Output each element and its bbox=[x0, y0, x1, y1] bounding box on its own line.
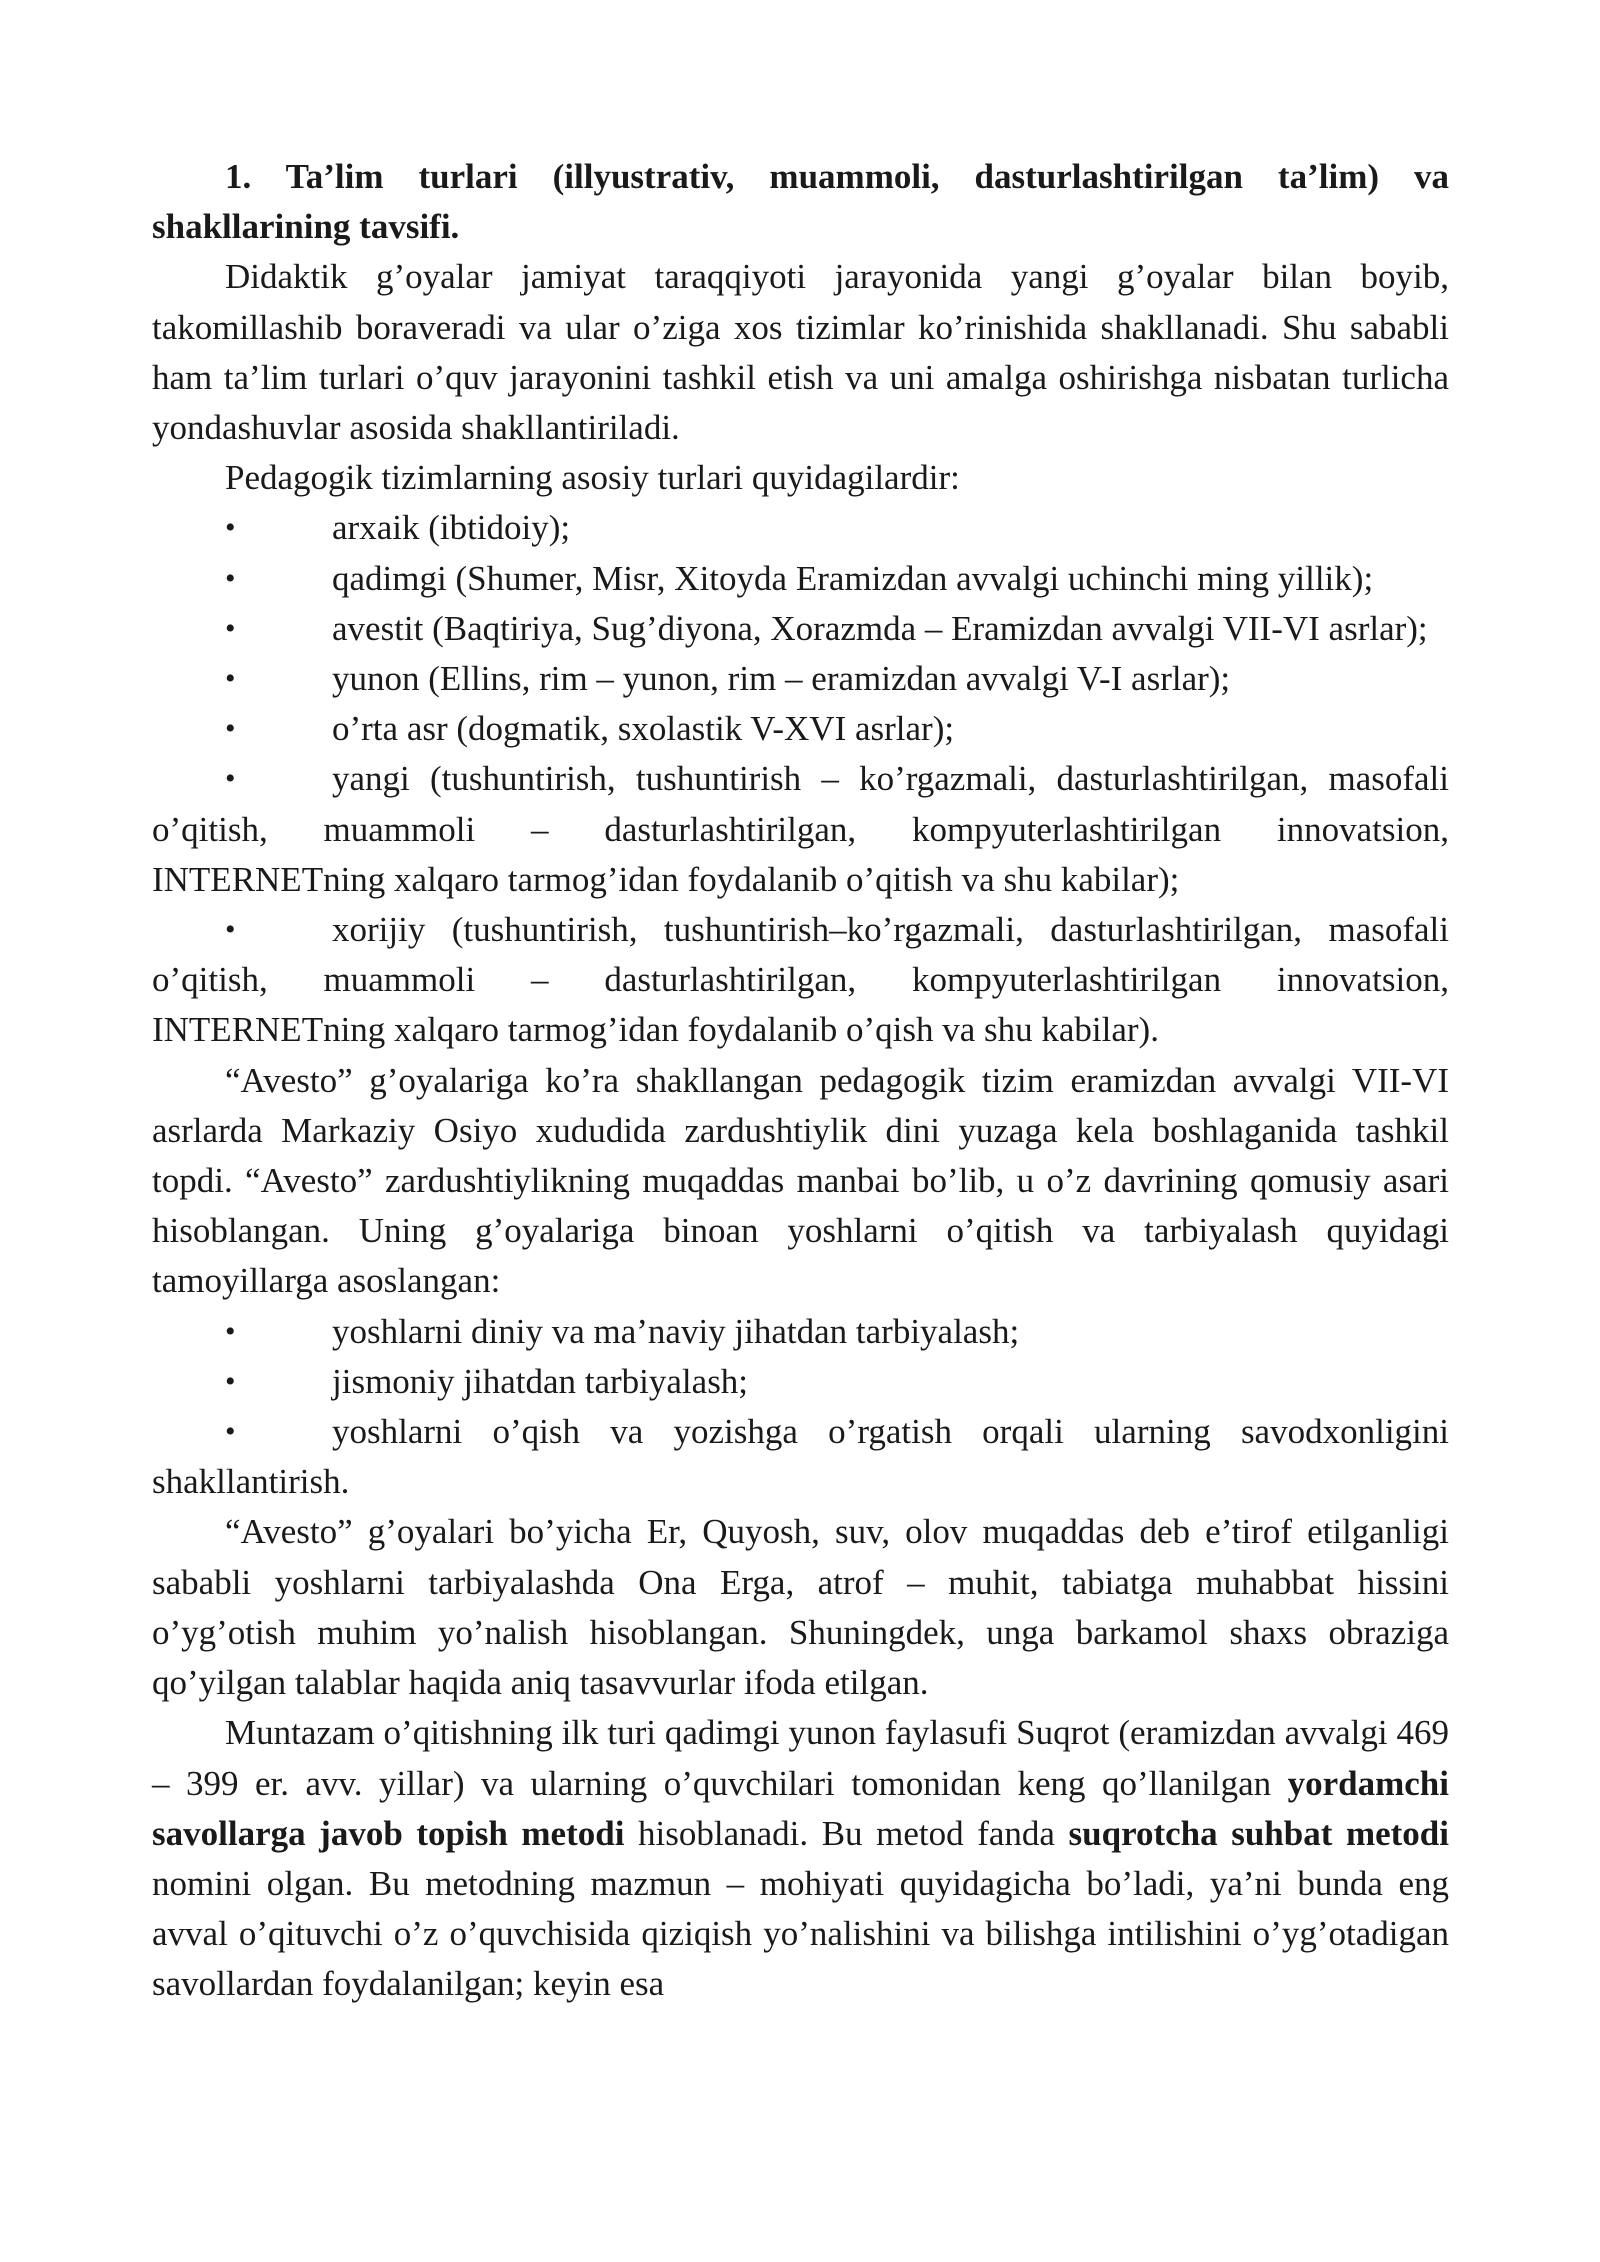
list-item-text: xorijiy (tushuntirish, tushuntirish–ko’rgazmali, dasturlashtirilgan, masofali o’qitish, muammoli – dasturlashtirilgan, kompyuterlashtirilgan innovatsion, INTERNETning xalqaro tarmog’idan foydalanib o’qish va shu kabilar). bbox=[152, 910, 1449, 1050]
list-item-text: jismoniy jihatdan tarbiyalash; bbox=[332, 1361, 749, 1401]
list-item bbox=[152, 905, 1449, 1056]
list-item bbox=[152, 654, 1449, 704]
bold-term: yordamchi savollarga javob topish metodi bbox=[152, 1763, 1449, 1853]
bullet-icon: • bbox=[225, 561, 236, 595]
pedagogical-systems-list bbox=[152, 503, 1449, 1055]
list-item bbox=[152, 1357, 1449, 1407]
paragraph-text: nomini olgan. Bu metodning mazmun – mohiyati quyidagicha bo’ladi, ya’ni bunda eng avval o’qituvchi o’z o’quvchisida qiziqish yo’nalishini va bilishga intilishini o’yg’otadigan savollardan foydalanilgan; keyin esa bbox=[152, 1863, 1449, 2004]
section-heading: 1. Ta’lim turlari (illyustrativ, muammoli, dasturlashtirilgan ta’lim) va shakllarining tavsifi. bbox=[152, 157, 1449, 247]
paragraph-socratic bbox=[152, 1708, 1449, 2009]
paragraph-avesto: “Avesto” g’oyalariga ko’ra shakllangan pedagogik tizim eramizdan avvalgi VII-VI asrlarda Markaziy Osiyo xududida zardushtiylik dini yuzaga kela boshlaganida tashkil topdi. “Avesto” zardushtiylikning muqaddas manbai bo’lib, u o’z davrining qomusiy asari hisoblangan. Uning g’oyalariga binoan yoshlarni o’qitish va tarbiyalash quyidagi tamoyillarga asoslangan: bbox=[152, 1060, 1449, 1301]
bullet-icon: • bbox=[225, 662, 236, 696]
avesto-principles-list bbox=[152, 1307, 1449, 1508]
bullet-icon: • bbox=[225, 1364, 236, 1398]
list-item-text: yoshlarni o’qish va yozishga o’rgatish orqali ularning savodxonligini shakllantirish. bbox=[152, 1412, 1449, 1502]
bold-term: suqrotcha suhbat metodi bbox=[1068, 1813, 1449, 1853]
bullet-icon: • bbox=[225, 511, 236, 545]
list-item bbox=[152, 704, 1449, 754]
list-item bbox=[152, 604, 1449, 654]
bullet-icon: • bbox=[225, 611, 236, 645]
list-item bbox=[152, 1307, 1449, 1357]
list-item-text: yangi (tushuntirish, tushuntirish – ko’rgazmali, dasturlashtirilgan, masofali o’qitish, muammoli – dasturlashtirilgan, kompyuterlashtirilgan innovatsion, INTERNETning xalqaro tarmog’idan foydalanib o’qitish va shu kabilar); bbox=[152, 759, 1449, 899]
paragraph-text: Muntazam o’qitishning ilk turi qadimgi yunon faylasufi Suqrot (eramizdan avvalgi 469 – 399 er. avv. yillar) va ularning o’quvchilari tomonidan keng qo’llanilgan bbox=[152, 1713, 1449, 1803]
list-item bbox=[152, 1407, 1449, 1507]
bullet-icon: • bbox=[225, 1314, 236, 1348]
list-item-text: avestit (Baqtiriya, Sug’diyona, Xorazmda – Eramizdan avvalgi VII-VI asrlar); bbox=[332, 608, 1428, 648]
paragraph-intro: Didaktik g’oyalar jamiyat taraqqiyoti jarayonida yangi g’oyalar bilan boyib, takomillashib boraveradi va ular o’ziga xos tizimlar ko’rinishida shakllanadi. Shu sababli ham ta’lim turlari o’quv jarayonini tashkil etish va uni amalga oshirishga nisbatan turlicha yondashuvlar asosida shakllantiriladi. bbox=[152, 257, 1449, 448]
list-item bbox=[152, 554, 1449, 604]
bullet-icon: • bbox=[225, 712, 236, 746]
list-item-text: qadimgi (Shumer, Misr, Xitoyda Eramizdan avvalgi uchinchi ming yillik); bbox=[332, 558, 1374, 598]
list-item bbox=[152, 503, 1449, 553]
list-item-text: o’rta asr (dogmatik, sxolastik V-XVI asrlar); bbox=[332, 709, 955, 749]
list-item-text: yoshlarni diniy va ma’naviy jihatdan tarbiyalash; bbox=[332, 1311, 1020, 1351]
paragraph-avesto-ideas: “Avesto” g’oyalari bo’yicha Er, Quyosh, suv, olov muqaddas deb e’tirof etilganligi sababli yoshlarni tarbiyalashda Ona Erga, atrof – muhit, tabiatga muhabbat hissini o’yg’otish muhim yo’nalish hisoblangan. Shuningdek, unga barkamol shaxs obraziga qo’yilgan talablar haqida aniq tasavvurlar ifoda etilgan. bbox=[152, 1512, 1449, 1703]
paragraph-text: hisoblanadi. Bu metod fanda bbox=[624, 1813, 1069, 1853]
list-item bbox=[152, 754, 1449, 905]
bullet-icon: • bbox=[225, 762, 236, 796]
bullet-icon: • bbox=[225, 913, 236, 947]
paragraph-list-intro: Pedagogik tizimlarning asosiy turlari quyidagilardir: bbox=[225, 458, 960, 498]
list-item-text: arxaik (ibtidoiy); bbox=[332, 508, 571, 548]
bullet-icon: • bbox=[225, 1415, 236, 1449]
list-item-text: yunon (Ellins, rim – yunon, rim – eramizdan avvalgi V-I asrlar); bbox=[332, 659, 1231, 699]
